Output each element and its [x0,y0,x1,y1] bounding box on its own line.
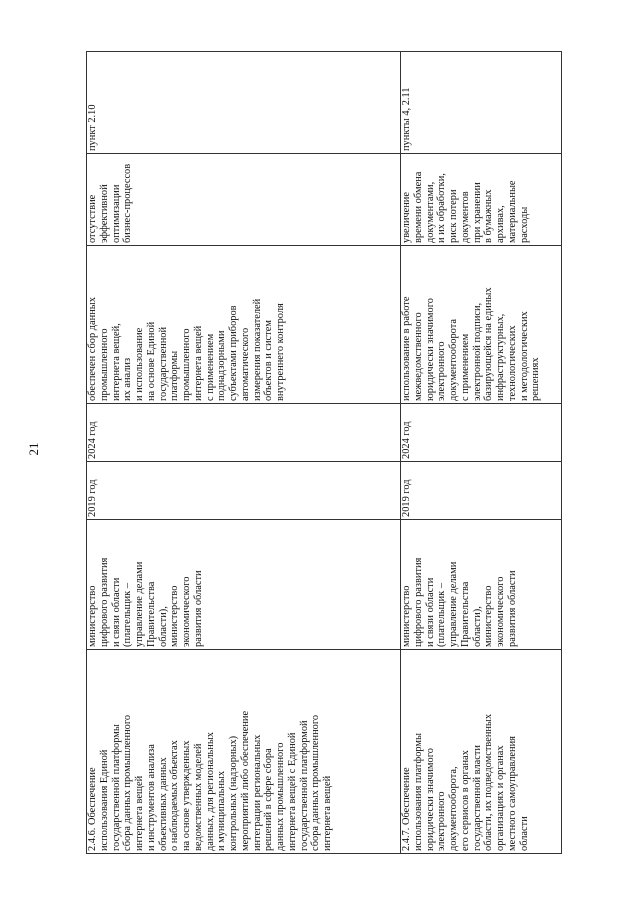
link-cell: пункт 2.10 [87,52,401,154]
result-cell: использование в работе межведомственного юридически значимого электронного документооборота с применением электронной подписи, базирующейся на единых инфраструктурных, технологических и методологических решениях [401,246,562,404]
risk-cell: отсутствие эффективной оптимизации бизнес-процессов [87,154,401,246]
end-year-cell: 2024 год [401,404,562,462]
risk-cell: увеличение времени обмена документами, и их обработки, риск потери документов при хранении в бумажных архивах, материальные расходы [401,154,562,246]
task-cell: 2.4.6. Обеспечение использования Единой государственной платформы сбора данных промышленного интернета вещей и инструментов анализа объективных данных о наблюдаемых объектах на основе утвержденных ведомственных моделей данных, для региональных и муниципальных контрольных (надзорных) мероприятий либо обеспечение интеграции региональных решений в сфере сбора данных промышленного интернета вещей с Единой государственной платформой сбора данных промышленного интернета вещей [87,650,401,854]
task-cell: 2.4.7. Обеспечение использования платформы юридически значимого электронного документооборота, его сервисов в органах государственной власти области, их подведомственных организациях и органах местного самоуправления области [401,650,562,854]
link-cell: пункты 4, 2.11 [401,52,562,154]
executor-cell: министерство цифрового развития и связи области (плательщик – управление делами Правительства области), министерство экономического развития области [401,520,562,650]
table-row [87,52,401,854]
start-year-cell: 2019 год [401,462,562,520]
page-number: 21 [26,442,41,456]
rotated-table-wrapper [86,52,566,854]
executor-cell: министерство цифрового развития и связи области (плательщик – управление делами Правительства области), министерство экономического развития области [87,520,401,650]
result-cell: обеспечен сбор данных промышленного интернета вещей, их анализ и использование на основе Единой государственной платформы промышленного интернета вещей с применением поднадзорными субъектами приборов автоматического измерения показателей объектов и систем внутреннего контроля [87,246,401,404]
measures-table [86,51,562,854]
table-row [401,52,562,854]
end-year-cell: 2024 год [87,404,401,462]
start-year-cell: 2019 год [87,462,401,520]
